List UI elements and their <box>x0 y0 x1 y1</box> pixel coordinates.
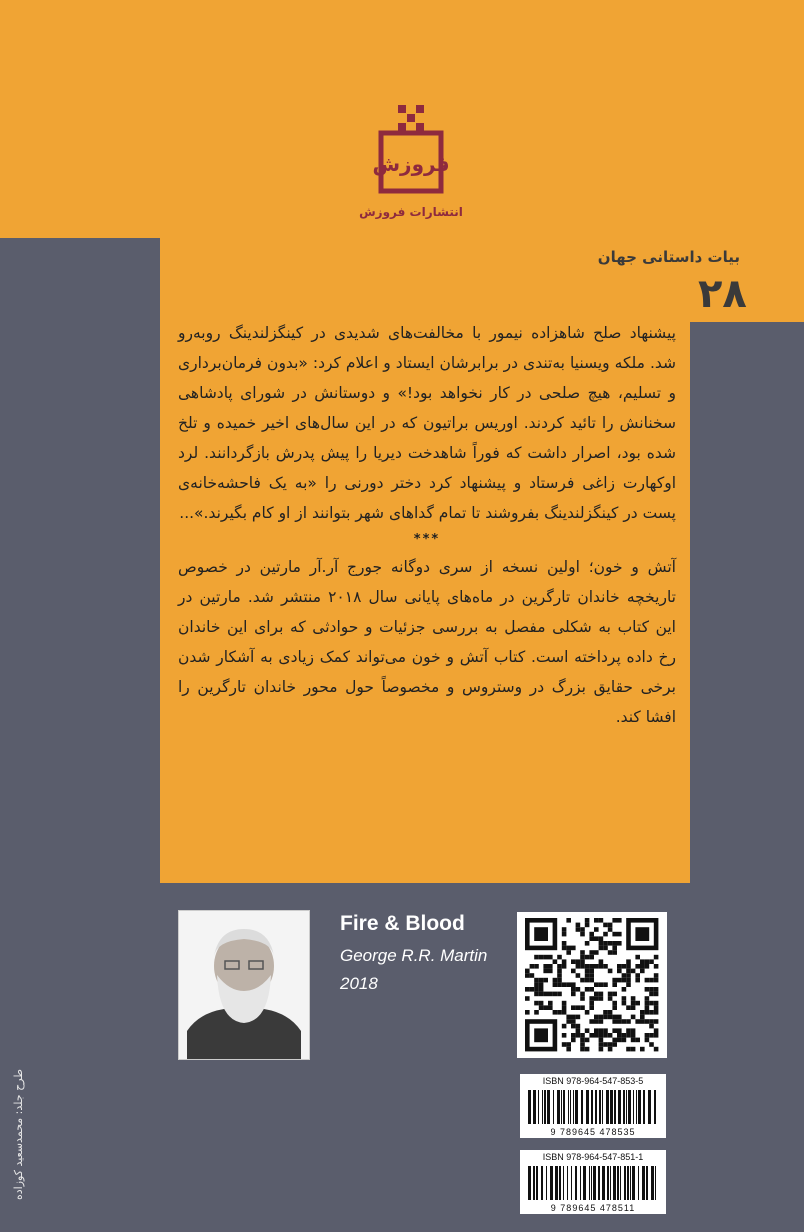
barcode-2-isbn: ISBN 978-964-547-851-1 <box>542 1152 644 1162</box>
author-photo <box>178 910 310 1060</box>
barcode-1-bars-icon <box>528 1090 658 1124</box>
qr-code-icon <box>517 912 667 1058</box>
synopsis-paragraph-2: آتش و خون؛ اولین نسخه از سری دوگانه جورج آر.آر مارتین در خصوص تاریخچه خاندان تارگرین در ماه‌های پایانی سال ۲۰۱۸ منتشر شد. مارتین در این کتاب به شکلی مفصل به بررسی جزئیات و حوادثی که برای این خاندان رخ داده پرداخته است. کتاب آتش و خون می‌تواند کمک زیادی به آشکار شدن برخی حقایق بزرگ در وستروس و مخصوصاً حول محور خاندان تارگرین را افشا کند. <box>178 558 677 726</box>
publisher-logo-icon <box>372 105 450 197</box>
barcode-1-digits: 9 789645 478535 <box>550 1127 636 1137</box>
book-title: Fire & Blood <box>340 912 465 935</box>
synopsis-paragraph-1: پیشنهاد صلح شاهزاده نیمور با مخالفت‌های شدیدی در کینگزلندینگ روبه‌رو شد. ملکه ویسنیا به‌تندی در برابرشان ایستاد و اعلام کرد: «بدون فرمان‌برداری و تسلیم، هیچ صلحی در کار نخواهد بود!» و دوستانش در شورای پادشاهی سخنانش را تائید کردند. اوریس براتیون که در این سال‌های اخیر خمیده و تلخ شده بود، اصرار داشت که فوراً شاهدخت دیریا را پیش پدرش بازگردانند. لرد اوکهارت زاغی فرستاد و پیشنهاد کرد دختر دورنی را «به یک فاحشه‌خانه‌ی پست در کینگزلندینگ بفروشند تا تمام گداهای شهر بتوانند از او کام بگیرند.»... <box>178 324 676 522</box>
barcode-1-isbn: ISBN 978-964-547-853-5 <box>542 1076 644 1086</box>
series-label: بیات داستانی جهان <box>597 248 740 266</box>
book-author: George R.R. Martin <box>340 946 488 965</box>
barcode-2-digits: 9 789645 478511 <box>550 1203 636 1213</box>
right-grey-panel <box>690 238 804 1232</box>
section-separator: *** <box>413 532 441 547</box>
logo-text: فروزش <box>372 152 450 176</box>
series-number: ۲۸ <box>698 271 747 317</box>
cover-designer-credit: طرح جلد: محمدسعید کوزاده <box>12 1068 25 1200</box>
barcode-1 <box>520 1074 666 1138</box>
synopsis-text <box>178 318 676 732</box>
book-year: 2018 <box>340 974 378 993</box>
barcode-2-bars-icon <box>528 1166 658 1200</box>
publisher-name: انتشارات فروزش <box>359 205 463 219</box>
barcode-2 <box>520 1150 666 1214</box>
author-portrait-icon <box>179 911 309 1059</box>
qr-code[interactable] <box>517 912 667 1058</box>
series-strip <box>597 238 804 322</box>
